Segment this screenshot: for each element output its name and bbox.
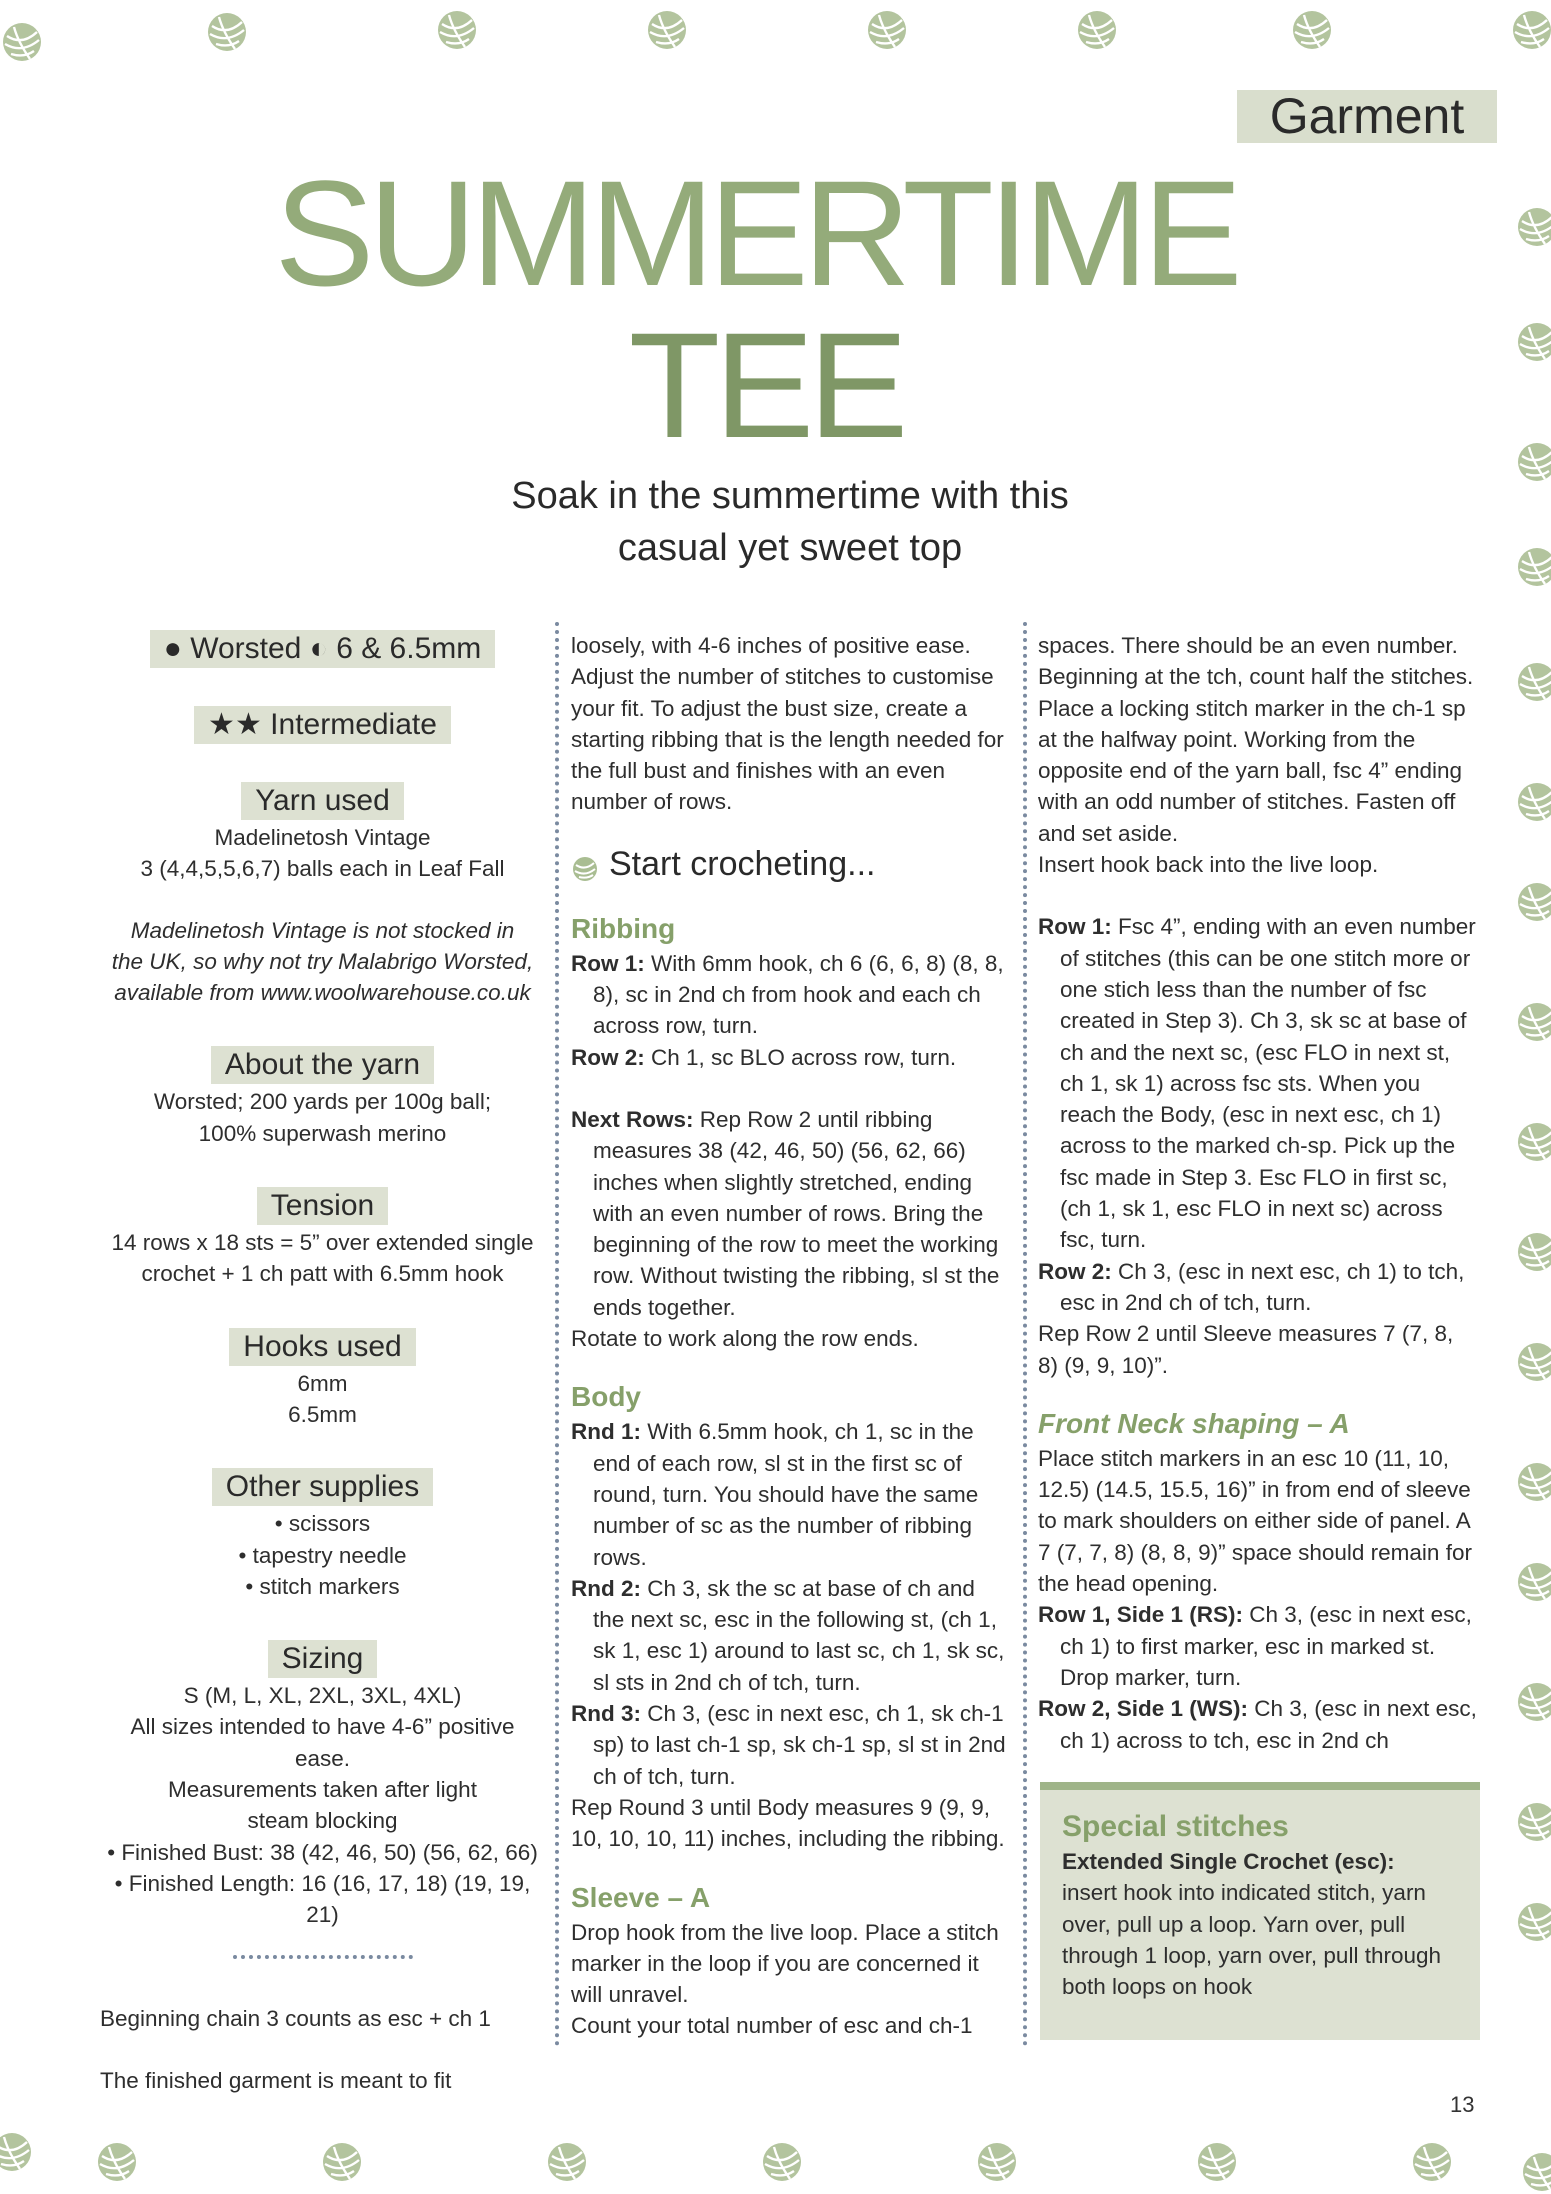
yarn-note [100,915,545,1009]
pattern-notes [100,2003,545,2097]
yarn-ball-icon [0,2130,34,2174]
yarn-ball-icon [1515,1340,1551,1384]
row-label: Row 1, Side 1 (RS): [1038,1602,1244,1628]
yarn-ball-icon [1290,8,1334,52]
page-title-line2: TEE [628,301,903,469]
sleeve-row1 [1038,911,1478,1255]
special-text: insert hook into indicated stitch, yarn over, pull up a loop. Yarn over, pull through 1 loop, yarn over, pull through both loops on hook [1062,1880,1442,2000]
hook-line: 6mm [297,1370,348,1396]
yarn-used-text [100,822,545,885]
supply-item: • scissors [274,1511,371,1537]
yarn-ball-icon [435,8,479,52]
weight-hook-tag [150,630,496,668]
yarn-line: 3 (4,4,5,5,6,7) balls each in Leaf Fall [140,856,505,882]
special-heading: Special stitches [1062,1810,1289,1843]
note-line: The finished garment is meant to fit [100,2067,452,2093]
row-label: Row 1: [1038,914,1112,940]
ribbing-row1 [571,948,1011,1042]
yarn-ball-icon [1515,1120,1551,1164]
yarn-ball-icon [320,2140,364,2184]
sizing-line: S (M, L, XL, 2XL, 3XL, 4XL) [183,1683,462,1709]
sleeve-count: Count your total number of esc and ch-1 [571,2013,973,2039]
yarn-ball-icon [645,8,689,52]
yarn-ball-icon [760,2140,804,2184]
row-label: Row 2: [1038,1258,1112,1284]
sleeve-repeat: Rep Row 2 until Sleeve measures 7 (7, 8, 8) (9, 9, 10)”. [1038,1321,1454,1378]
tension-text [100,1227,545,1290]
row-label: Row 1: [571,950,645,976]
body-rnd2 [571,1573,1011,1698]
yarn-ball-icon [95,2140,139,2184]
instructions-column-3 [1038,630,1478,1756]
row-label: Next Rows: [571,1106,694,1132]
row-text: Ch 3, (esc in next esc, ch 1) to first marker, esc in marked st. Drop marker, turn. [1060,1602,1472,1690]
row-text: With 6mm hook, ch 6 (6, 6, 8) (8, 8, 8), sc in 2nd ch from hook and each ch across row, turn. [593,950,1004,1039]
intro-text: spaces. There should be an even number. Beginning at the tch, count half the stitches. Place a locking stitch marker in the ch-1 sp at the halfway point. Working from the opposite end of the yarn ball, fsc 4” ending with an odd number of stitches. Fasten off and set aside. [1038,633,1474,846]
intro-text: loosely, with 4-6 inches of positive ease. Adjust the number of stitches to customise your fit. To adjust the bust size, create a starting ribbing that is the length needed for the full bust and finishes with an even number of rows. [571,633,1004,815]
yarn-ball-icon [1075,8,1119,52]
supply-item: • tapestry needle [238,1542,407,1568]
ribbing-row2 [571,1042,1011,1073]
tension-heading: Tension [257,1187,388,1225]
yarn-note-line: Madelinetosh Vintage is not stocked in [130,917,515,943]
subtitle-line2: casual yet sweet top [617,527,963,569]
supply-item: • stitch markers [245,1573,400,1599]
yarn-ball-icon: ● [163,632,182,665]
sleeve-text: Drop hook from the live loop. Place a stitch marker in the loop if you are concerned it will unravel. [571,1919,999,2008]
body-heading: Body [571,1381,641,1413]
subtitle-line1: Soak in the summertime with this [511,475,1069,517]
yarn-ball-icon [1510,8,1551,52]
ribbing-next-rows [571,1104,1011,1323]
body-repeat: Rep Round 3 until Body measures 9 (9, 9, 10, 10, 10, 11) inches, including the ribbing. [571,1794,1005,1852]
yarn-ball-icon [1515,1800,1551,1844]
yarn-ball-icon [571,850,599,878]
supplies-list [100,1508,545,1602]
note-line: Beginning chain 3 counts as esc + ch 1 [100,2005,491,2031]
sizing-line: • Finished Bust: 38 (42, 46, 50) (56, 62, 66) [107,1839,538,1865]
yarn-ball-icon [1515,1560,1551,1604]
yarn-ball-icon [1515,1680,1551,1724]
rnd-text: Ch 3, (esc in next esc, ch 1, sk ch-1 sp) to last ch-1 sp, sk ch-1 sp, sl st in 2nd ch of tch, turn. [593,1701,1006,1789]
front-neck-text: Place stitch markers in an esc 10 (11, 10, 12.5) (14.5, 15.5, 16)” in from end of sleeve to mark shoulders on either side of panel. A 7 (7, 7, 8) (8, 8, 9)” space should remain for the head opening. [1038,1445,1472,1597]
yarn-ball-icon [975,2140,1019,2184]
sizing-line: steam blocking [247,1808,398,1834]
instructions-column-2 [571,630,1011,2042]
neck-row2 [1038,1693,1478,1756]
tension-line: crochet + 1 ch patt with 6.5mm hook [141,1261,504,1287]
row-label: Row 2, Side 1 (WS): [1038,1696,1249,1722]
special-box-accent [1040,1782,1480,1790]
subtitle [390,470,1190,574]
category-tag: Garment [1237,90,1497,143]
difficulty-tag: ★★ Intermediate [194,706,451,744]
body-rnd1 [571,1416,1011,1572]
yarn-ball-icon [0,20,44,64]
about-yarn-text [100,1086,545,1149]
body-rnd3 [571,1698,1011,1792]
rnd-text: Ch 3, sk the sc at base of ch and the next sc, esc in the following st, (ch 1, sk 1, esc 1) around to last sc, ch 1, sk sc, sl sts in 2nd ch of tch, turn. [593,1575,1005,1695]
row-text: Ch 3, (esc in next esc, ch 1) to tch, esc in 2nd ch of tch, turn. [1060,1258,1465,1315]
rnd-label: Rnd 1: [571,1419,641,1445]
hooks-heading: Hooks used [229,1328,415,1366]
yarn-ball-icon [545,2140,589,2184]
special-stitches-box [1040,1790,1480,2040]
yarn-ball-icon [1515,780,1551,824]
rnd-label: Rnd 2: [571,1575,641,1601]
yarn-note-line: the UK, so why not try Malabrigo Worsted, [111,948,534,974]
page-number: 13 [1450,2092,1475,2117]
hook-line: 6.5mm [288,1401,357,1427]
row-text: Ch 3, (esc in next esc, ch 1) across to tch, esc in 2nd ch [1060,1696,1477,1753]
yarn-line: Madelinetosh Vintage [214,825,431,850]
insert-text: Insert hook back into the live loop. [1038,852,1379,878]
hook-sizes: 6 & 6.5mm [336,632,482,665]
info-sidebar [100,630,545,2096]
yarn-ball-icon [1515,660,1551,704]
rnd-label: Rnd 3: [571,1701,641,1727]
yarn-ball-icon [1520,2150,1551,2194]
sizing-line: Measurements taken after light [168,1777,477,1803]
front-neck-heading: Front Neck shaping – A [1038,1407,1350,1439]
yarn-ball-icon [1515,1000,1551,1044]
sizing-heading: Sizing [268,1640,378,1678]
yarn-ball-icon [1515,545,1551,589]
yarn-used-heading: Yarn used [241,782,404,820]
yarn-ball-icon [1515,1900,1551,1944]
row-text: Fsc 4”, ending with an even number of stitches (this can be one stitch more or one stich less than the number of fsc created in Step 3). Ch 3, sk sc at base of ch and the next sc, (esc FLO in next st, ch 1, sk 1) across fsc sts. When you reach the Body, (esc in next esc, ch 1) across to the marked ch-sp. Pick up the fsc made in Step 3. Esc FLO in first sc, (ch 1, sk 1, esc FLO in next sc) across fsc, turn. [1060,914,1476,1253]
about-yarn-heading: About the yarn [211,1046,434,1084]
row-label: Row 2: [571,1044,645,1070]
column-divider [555,622,559,2047]
rotate-text: Rotate to work along the row ends. [571,1326,919,1352]
about-line: Worsted; 200 yards per 100g ball; [153,1089,492,1115]
yarn-ball-icon [1195,2140,1239,2184]
sizing-text [100,1680,545,1930]
page-title-line1: SUMMERTIME [274,149,1237,317]
supplies-heading: Other supplies [212,1468,433,1506]
special-term: Extended Single Crochet (esc): [1062,1849,1395,1874]
yarn-ball-icon [865,8,909,52]
yarn-ball-icon [1410,2140,1454,2184]
sizing-line: All sizes intended to have 4-6” positive ease. [130,1714,515,1771]
hook-icon: ◐ [309,632,328,665]
row-text: Rep Row 2 until ribbing measures 38 (42, 46, 50) (56, 62, 66) inches when slightly stretched, ending with an even number of rows. Bring the beginning of the row to meet the working row. Without twisting the ribbing, sl st the ends together. [593,1106,1000,1320]
sleeve-row2 [1038,1256,1478,1319]
ribbing-heading: Ribbing [571,912,676,944]
yarn-ball-icon [1515,1460,1551,1504]
yarn-ball-icon [1515,880,1551,924]
yarn-ball-icon [205,10,249,54]
row-text: Ch 1, sc BLO across row, turn. [644,1044,957,1070]
rnd-text: With 6.5mm hook, ch 1, sc in the end of each row, sl st in the first sc of round, turn. You should have the same number of sc as the number of ribbing rows. [593,1419,979,1570]
neck-row1 [1038,1599,1478,1693]
sleeve-heading: Sleeve – A [571,1881,711,1913]
start-heading-text: Start crocheting... [609,844,876,883]
start-heading [571,842,1011,886]
yarn-note-line: available from www.woolwarehouse.co.uk [114,980,531,1006]
tension-line: 14 rows x 18 sts = 5” over extended single [111,1230,534,1256]
about-line: 100% superwash merino [198,1120,447,1146]
sizing-line: • Finished Length: 16 (16, 17, 18) (19, 19, 21) [114,1870,531,1928]
weight-label: Worsted [190,632,302,665]
dotted-divider [233,1955,413,1959]
hooks-text [100,1368,545,1431]
yarn-ball-icon [1515,1230,1551,1274]
column-divider [1023,622,1027,2047]
